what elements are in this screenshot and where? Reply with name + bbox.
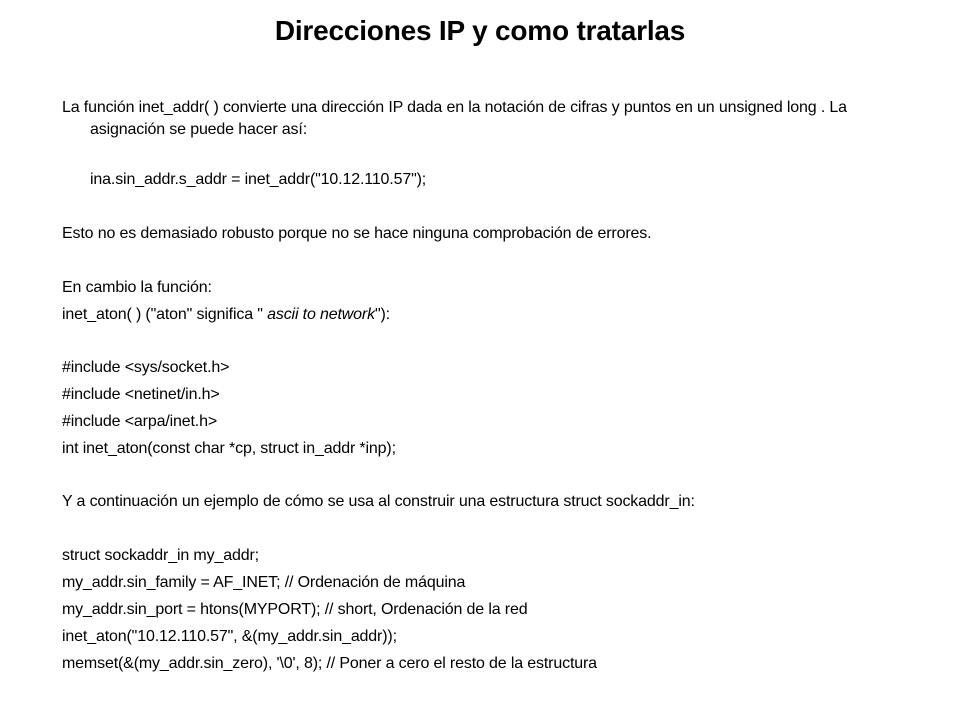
code-inet-addr-example: ina.sin_addr.s_addr = inet_addr("10.12.110.57"); <box>90 171 427 188</box>
include-line: #include <netinet/in.h> <box>62 386 220 403</box>
example-code-line: inet_aton("10.12.110.57", &(my_addr.sin_addr)); <box>62 628 397 645</box>
inet-aton-prototype: int inet_aton(const char *cp, struct in_addr *inp); <box>62 440 396 457</box>
paragraph-robustness: Esto no es demasiado robusto porque no se hace ninguna comprobación de errores. <box>62 225 652 242</box>
include-line: #include <arpa/inet.h> <box>62 413 218 430</box>
paragraph-en-cambio: En cambio la función: <box>62 279 212 296</box>
example-code-line: struct sockaddr_in my_addr; <box>62 547 259 564</box>
inet-aton-meaning-post: "): <box>374 306 390 323</box>
inet-aton-meaning-pre: inet_aton( ) ("aton" significa " <box>62 306 268 323</box>
paragraph-inet-addr: La función inet_addr( ) convierte una dirección IP dada en la notación de cifras y puntos en un unsigned long . La asignación se puede hacer así: <box>62 99 847 138</box>
paragraph-example-intro: Y a continuación un ejemplo de cómo se usa al construir una estructura struct sockaddr_in: <box>62 493 695 510</box>
paragraph-inet-aton-meaning <box>62 304 922 326</box>
example-code-line: memset(&(my_addr.sin_zero), '\0', 8); // Poner a cero el resto de la estructura <box>62 655 597 672</box>
example-code-line: my_addr.sin_port = htons(MYPORT); // short, Ordenación de la red <box>62 601 528 618</box>
example-code-line: my_addr.sin_family = AF_INET; // Ordenación de máquina <box>62 574 466 591</box>
slide-title: Direcciones IP y como tratarlas <box>274 15 686 46</box>
inet-aton-meaning-emphasis: ascii to network <box>267 306 375 323</box>
include-line: #include <sys/socket.h> <box>62 359 230 376</box>
